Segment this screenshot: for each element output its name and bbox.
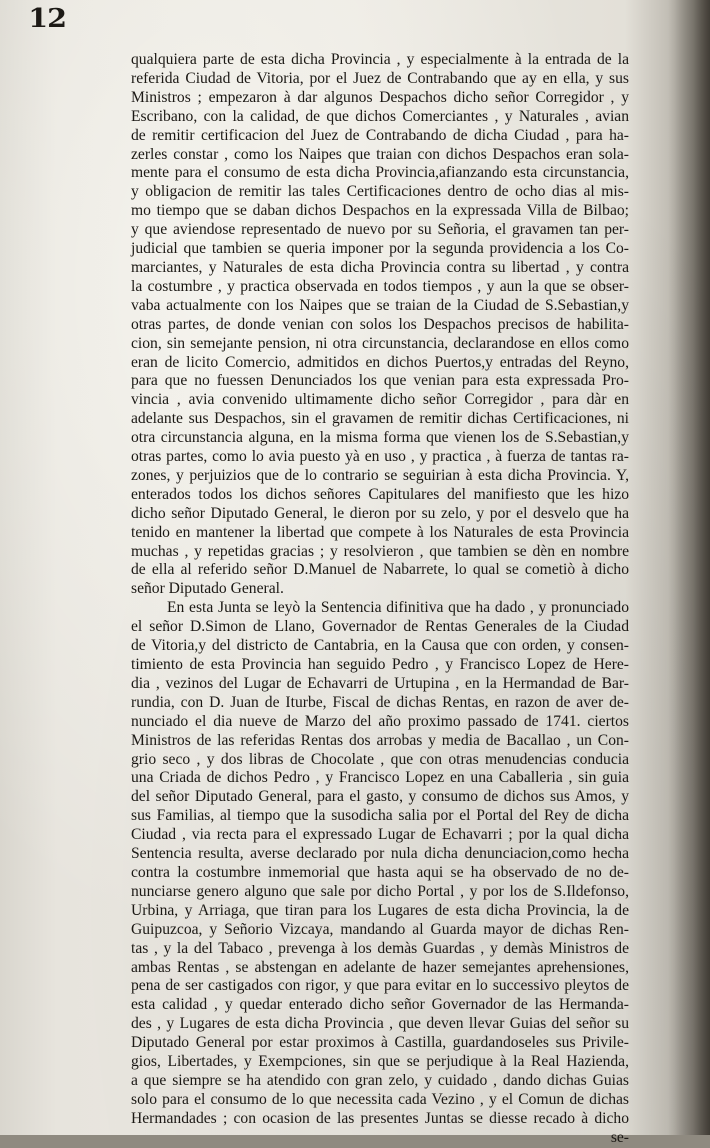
text-line: esta calidad , y quedar enterado dicho señor Governador de las Hermanda- bbox=[131, 996, 629, 1014]
text-line: marciantes, y Naturales de esta dicha Provincia contra su libertad , y contra bbox=[131, 258, 629, 276]
text-line: de ella al referido señor D.Manuel de Nabarrete, lo qual se cometiò à dicho bbox=[131, 561, 629, 579]
text-line: nunciado el dia nueve de Marzo del año proximo passado de 1741. ciertos bbox=[131, 712, 629, 730]
text-line: mo tiempo que se daban dichos Despachos en la expressada Villa de Bilbao; bbox=[131, 202, 629, 220]
text-line: cion, sin semejante pension, ni otra circunstancia, declarandose en ellos como bbox=[131, 334, 629, 352]
text-line: señor Diputado General. bbox=[131, 580, 284, 598]
text-line: qualquiera parte de esta dicha Provincia , y especialmente à la entrada de la bbox=[131, 51, 629, 68]
text-line: y que aviendose representado de nuevo por su Señoria, el gravamen tan per- bbox=[131, 221, 629, 239]
text-line: Sentencia resulta, averse declarado por nula dicha denunciacion,como hecha bbox=[131, 845, 629, 863]
text-line: Ciudad , via recta para el expressado Lugar de Echavarri ; por la qual dicha bbox=[131, 826, 629, 844]
text-line: eran de licito Comercio, admitidos en dichos Puertos,y entradas del Reyno, bbox=[131, 353, 629, 371]
text-line: muchas , y repetidas gracias ; y resolvieron , que tambien se dèn en nombre bbox=[131, 542, 629, 560]
text-line: enterados todos los dichos señores Capitulares del manifiesto que les hizo bbox=[131, 485, 629, 503]
text-line: zones, y perjuizios que de lo contrario se seguirian à esta dicha Provincia. Y, bbox=[131, 466, 629, 484]
text-line: Urbina, y Arriaga, que tiran para los Lugares de esta dicha Provincia, la de bbox=[131, 901, 629, 919]
text-line: de remitir certificacion del Juez de Contrabando de dicha Ciudad , para ha- bbox=[131, 126, 629, 144]
text-line: para que no fuessen Denunciados los que venian para esta expressada Pro- bbox=[131, 372, 629, 390]
text-line: y obligacion de remitir las tales Certificaciones dentro de ocho dias al mis- bbox=[131, 183, 629, 201]
text-line: rundia, con D. Juan de Iturbe, Fiscal de dichas Rentas, en razon de aver de- bbox=[131, 693, 629, 711]
text-line: zerles constar , como los Naipes que traian con dichos Despachos eran sola- bbox=[131, 145, 629, 163]
text-line: mente para el consumo de esta dicha Provincia,afianzando esta circunstancia, bbox=[131, 164, 629, 182]
body-text bbox=[131, 51, 629, 1148]
text-line: Guipuzcoa, y Señorio Vizcaya, mandando al Guarda mayor de dichas Ren- bbox=[131, 920, 629, 938]
text-line: a que siempre se ha atendido con gran zelo, y cuidado , dando dichas Guias bbox=[131, 1071, 629, 1089]
text-line: Hermandades ; con ocasion de las presentes Juntas se diesse recado à dicho bbox=[131, 1109, 629, 1127]
page-number: 12 bbox=[28, 4, 66, 34]
text-line: adelante sus Despachos, sin el gravamen de remitir dichas Certificaciones, ni bbox=[131, 410, 629, 428]
text-line: la costumbre , y practica observada en todos tiempos , y aun la que se obser- bbox=[131, 277, 629, 295]
text-line: grio seco , y dos libras de Chocolate , que con otras menudencias conducia bbox=[131, 750, 629, 768]
text-line: de Vitoria,y del districto de Cantabria, en la Causa que con orden, y consen- bbox=[131, 637, 629, 655]
text-line: referida Ciudad de Vitoria, por el Juez de Contrabando que ay en ella, y sus bbox=[131, 69, 629, 87]
text-line: des , y Lugares de esta dicha Provincia , que deven llevar Guias del señor su bbox=[131, 1015, 629, 1033]
text-line: pena de ser castigados con rigor, y que para evitar en lo successivo pleytos de bbox=[131, 977, 629, 995]
text-line: ambas Rentas , se abstengan en adelante de hazer semejantes aprehensiones, bbox=[131, 958, 629, 976]
text-line: Ministros ; empezaron à dar algunos Despachos dicho señor Corregidor , y bbox=[131, 88, 629, 106]
text-line: vaba actualmente con los Naipes que se traian de la Ciudad de S.Sebastian,y bbox=[131, 296, 629, 314]
text-line: contra la costumbre inmemorial que hasta aqui se ha observado de no de- bbox=[131, 863, 629, 881]
text-line: vincia , avia convenido ultimamente dicho señor Corregidor , para dàr en bbox=[131, 391, 629, 409]
text-line: Ministros de las referidas Rentas dos arrobas y media de Bacallao , un Con- bbox=[131, 731, 629, 749]
text-line: tenido en mantener la libertad que compete à los Naturales de esta Provincia bbox=[131, 523, 629, 541]
text-line: Escribano, con la calidad, de que dichos Comerciantes , y Naturales , avian bbox=[131, 107, 629, 125]
text-line: otra circunstancia alguna, en la misma forma que vienen los de S.Sebastian,y bbox=[131, 429, 629, 447]
text-line: el señor D.Simon de Llano, Governador de Rentas Generales de la Ciudad bbox=[131, 618, 629, 636]
text-line: otras partes, de donde venian con solos los Despachos precisos de habilita- bbox=[131, 315, 629, 333]
text-line: solo para el consumo de lo que necessita cada Vezino , y el Comun de dichas bbox=[131, 1090, 629, 1108]
paragraph-start-line: En esta Junta se leyò la Sentencia difinitiva que ha dado , y pronunciado bbox=[167, 599, 629, 617]
text-line: dicho señor Diputado General, le dieron por su zelo, y por el desvelo que ha bbox=[131, 504, 629, 522]
catchword: se- bbox=[610, 1128, 629, 1146]
text-line: una Criada de dichos Pedro , y Francisco Lopez en una Caballeria , sin guia bbox=[131, 769, 629, 787]
text-line: Diputado General por estar proximos à Castilla, guardandoseles sus Privile- bbox=[131, 1034, 629, 1052]
text-line: otras partes, como lo avia puesto yà en uso , y practica , à fuerza de tantas ra- bbox=[131, 448, 629, 466]
text-line: del señor Diputado General, para el gasto, y consumo de dichos sus Amos, y bbox=[131, 788, 629, 806]
text-line: timiento de esta Provincia han seguido Pedro , y Francisco Lopez de Here- bbox=[131, 656, 629, 673]
text-line: sus Familias, al tiempo que la susodicha salia por el Portal del Rey de dicha bbox=[131, 807, 629, 825]
text-line: judicial que tambien se queria imponer por la segunda providencia a los Co- bbox=[131, 240, 629, 258]
binding-shadow bbox=[668, 0, 710, 1135]
text-line: nunciarse genero alguno que sale por dicho Portal , y por los de S.Ildefonso, bbox=[131, 882, 629, 900]
text-line: tas , y la del Tabaco , prevenga à los demàs Guardas , y demàs Ministros de bbox=[131, 939, 629, 957]
text-line: gios, Libertades, y Exempciones, sin que se perjudique à la Real Hazienda, bbox=[131, 1053, 629, 1071]
text-line: dia , vezinos del Lugar de Echavarri de Urtupina , en la Hermandad de Bar- bbox=[131, 674, 629, 692]
